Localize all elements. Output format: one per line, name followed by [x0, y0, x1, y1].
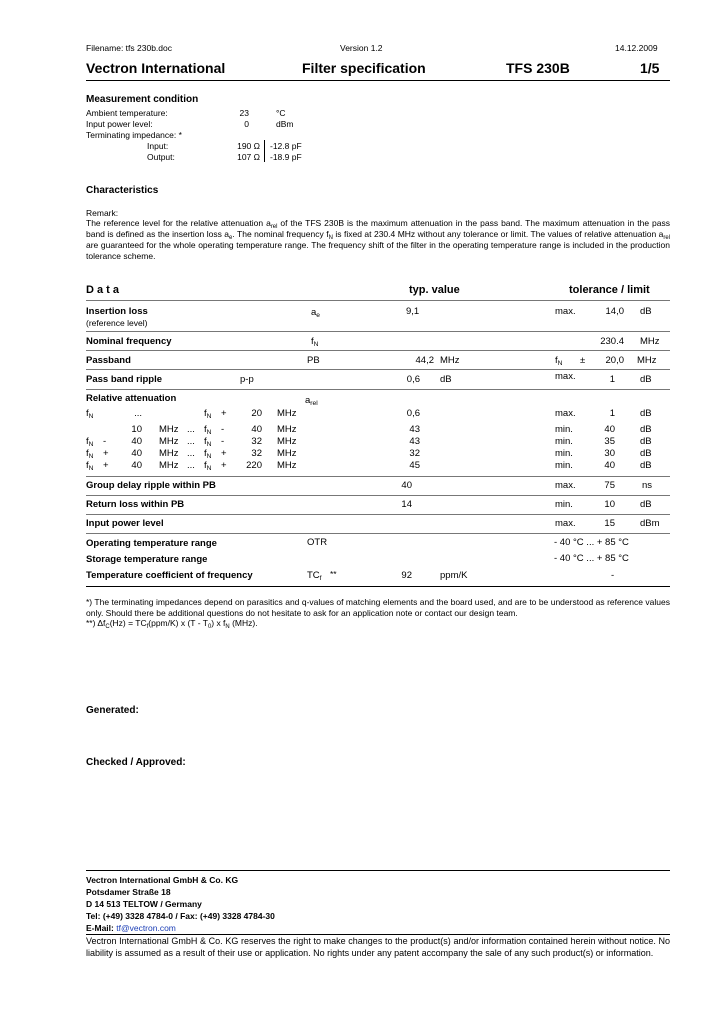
ambient-value: 23: [239, 108, 249, 118]
return-loss-unit: dB: [640, 499, 652, 510]
return-loss-typ: 14: [401, 499, 412, 510]
insertion-loss-limit-type: max.: [555, 306, 576, 317]
tcf-label: Temperature coefficient of frequency: [86, 570, 253, 581]
footnote-tcf: **) $\Delta f_C(Hz) = TC_f(ppm/K)$ x $(T - T_0)$ x $f_N$ (MHz).: [86, 618, 258, 630]
part-number: TFS 230B: [506, 60, 570, 76]
impedance-label: Terminating impedance: *: [86, 130, 182, 140]
insertion-loss-limit: 14,0: [605, 306, 624, 317]
measurement-title: Measurement condition: [86, 94, 199, 105]
rel-row-1-i: MHz: [277, 408, 297, 419]
output-label: Output:: [147, 152, 175, 162]
passband-fn: $f_N$: [555, 355, 563, 367]
ambient-label: Ambient temperature:: [86, 108, 168, 118]
ripple-typ: 0,6: [406, 374, 420, 385]
insertion-loss-unit: dB: [640, 306, 652, 317]
rel-row-1-a: $f_N$: [86, 408, 94, 420]
checked-approved-label: Checked / Approved:: [86, 757, 186, 768]
power-label: Input power level:: [86, 119, 153, 129]
rel-row-4-typ: 32: [409, 448, 420, 459]
footer-street: Potsdamer Straße 18: [86, 887, 171, 897]
filename: Filename: tfs 230b.doc: [86, 43, 172, 53]
rel-row-1-val: 1: [609, 408, 615, 419]
footnote-impedance: *) The terminating impedances depend on parasitics and q-values of matching elements and the board used, and are to be understood as reference values only. Should there be additional questions do not hesitate to ask for an application note or contact our design team.: [86, 597, 670, 618]
storage-label: Storage temperature range: [86, 554, 208, 565]
rule: [86, 533, 670, 534]
rel-row-4-f: $f_N$: [204, 448, 212, 460]
otr-value: - 40 °C ... + 85 °C: [554, 537, 629, 548]
rel-row-2-val: 40: [604, 424, 615, 435]
rel-row-2-unit: dB: [640, 424, 652, 435]
input-power-limit-type: max.: [555, 518, 576, 529]
rel-row-5-typ: 45: [409, 460, 420, 471]
rel-row-5-f: $f_N$: [204, 460, 212, 472]
rel-row-5-lim: min.: [555, 460, 573, 471]
rel-row-5-g: +: [221, 460, 227, 471]
group-delay-limit: 75: [604, 480, 615, 491]
nominal-frequency-value: 230.4: [600, 336, 624, 347]
rel-row-5-c: 40: [131, 460, 142, 471]
rule: [86, 369, 670, 370]
rel-row-3-unit: dB: [640, 436, 652, 447]
input-power-label: Input power level: [86, 518, 164, 529]
nominal-frequency-symbol: $f_N$: [311, 336, 319, 348]
input-power-limit: 15: [604, 518, 615, 529]
rule: [86, 350, 670, 351]
tcf-symbol: $TC_f$: [307, 570, 322, 582]
power-unit: dBm: [276, 119, 294, 129]
passband-plusminus: ±: [580, 355, 586, 366]
rel-row-2-e: ...: [187, 424, 195, 435]
ripple-limit-type: max.: [555, 371, 576, 382]
return-loss-limit-type: min.: [555, 499, 573, 510]
ripple-limit: 1: [609, 374, 615, 385]
output-resistance: 107 Ω: [237, 152, 260, 162]
tcf-typ: 92: [401, 570, 412, 581]
input-divider: [264, 140, 265, 151]
passband-tolerance-unit: MHz: [637, 355, 657, 366]
rel-row-3-f: $f_N$: [204, 436, 212, 448]
rel-row-5-e: ...: [187, 460, 195, 471]
rule: [86, 495, 670, 496]
insertion-loss-symbol: $a_e$: [311, 307, 320, 319]
rel-row-2-d: MHz: [159, 424, 179, 435]
rel-row-2-h: 40: [251, 424, 262, 435]
return-loss-limit: 10: [604, 499, 615, 510]
rel-row-3-d: MHz: [159, 436, 179, 447]
rel-row-2-f: $f_N$: [204, 424, 212, 436]
output-divider: [264, 151, 265, 162]
rel-row-5-unit: dB: [640, 460, 652, 471]
power-value: 0: [244, 119, 249, 129]
ripple-symbol: p-p: [240, 374, 254, 385]
rule: [86, 514, 670, 515]
email-link[interactable]: tf@vectron.com: [116, 923, 176, 933]
remark-text: The reference level for the relative attenuation $a_{rel}$ of the TFS 230B is the maximum attenuation in the pass band. The maximum attenuation in the pass band is defined as the insertion loss $a_e$. The nominal frequency $f_N$ is fixed at 230.4 MHz without any tolerance or limit. The values of relative attenuation $a_{rel}$ are guaranteed for the whole operating temperature range. The frequency shift of the filter in the operating temperature range is included in the production tolerance scheme.: [86, 218, 670, 261]
rule: [86, 389, 670, 390]
footer-rule-2: [86, 934, 670, 935]
output-capacitance: -18.9 pF: [270, 152, 302, 162]
rule: [86, 331, 670, 332]
rel-row-5-a: $f_N$: [86, 460, 94, 472]
date: 14.12.2009: [615, 43, 658, 53]
input-power-unit: dBm: [640, 518, 660, 529]
rel-row-3-g: -: [221, 436, 225, 447]
rule: [86, 300, 670, 301]
rel-row-4-lim: min.: [555, 448, 573, 459]
input-label: Input:: [147, 141, 169, 151]
input-capacitance: -12.8 pF: [270, 141, 302, 151]
relative-attenuation-symbol: $a_{rel}$: [305, 395, 318, 407]
tcf-limit: -: [611, 570, 615, 581]
generated-label: Generated:: [86, 705, 139, 716]
rel-row-1-g: +: [221, 408, 227, 419]
rel-row-2-i: MHz: [277, 424, 297, 435]
rel-row-3-i: MHz: [277, 436, 297, 447]
rel-row-3-val: 35: [604, 436, 615, 447]
passband-label: Passband: [86, 355, 131, 366]
rel-row-3-h: 32: [251, 436, 262, 447]
remark-label: Remark:: [86, 208, 119, 218]
page-number: 1/5: [640, 60, 660, 76]
ambient-unit: °C: [276, 108, 286, 118]
doc-title: Filter specification: [302, 60, 426, 76]
header-rule: [86, 80, 670, 81]
rel-row-4-i: MHz: [277, 448, 297, 459]
rel-row-1-lim: max.: [555, 408, 576, 419]
rel-row-1-h: 20: [251, 408, 262, 419]
group-delay-label: Group delay ripple within PB: [86, 480, 216, 491]
rel-row-4-c: 40: [131, 448, 142, 459]
relative-attenuation-label: Relative attenuation: [86, 393, 177, 404]
rel-row-3-typ: 43: [409, 436, 420, 447]
rule: [86, 586, 670, 587]
group-delay-typ: 40: [401, 480, 412, 491]
rel-row-3-a: $f_N$: [86, 436, 94, 448]
rel-row-4-unit: dB: [640, 448, 652, 459]
insertion-loss-typ: 9,1: [406, 306, 420, 317]
ripple-limit-unit: dB: [640, 374, 652, 385]
rel-row-5-d: MHz: [159, 460, 179, 471]
footer-company: Vectron International GmbH & Co. KG: [86, 875, 239, 885]
ripple-label: Pass band ripple: [86, 374, 163, 385]
rel-row-5-val: 40: [604, 460, 615, 471]
rel-row-3-lim: min.: [555, 436, 573, 447]
rel-row-1-typ: 0,6: [406, 408, 420, 419]
company-name: Vectron International: [86, 60, 226, 76]
disclaimer: Vectron International GmbH & Co. KG reserves the right to make changes to the product(s) and/or information contained herein without notice. No liability is assumed as a result of their use or application. No rights under any patent accompany the sale of any such product(s) or information.: [86, 936, 670, 958]
input-resistance: 190 Ω: [237, 141, 260, 151]
typ-value-heading: typ. value: [409, 284, 460, 296]
footer-rule: [86, 870, 670, 871]
rel-row-2-typ: 43: [409, 424, 420, 435]
group-delay-limit-type: max.: [555, 480, 576, 491]
rel-row-2-c: 10: [131, 424, 142, 435]
rel-row-5-b: +: [103, 460, 109, 471]
rel-row-4-g: +: [221, 448, 227, 459]
rel-row-4-h: 32: [251, 448, 262, 459]
rel-row-5-h: 220: [246, 460, 262, 471]
return-loss-label: Return loss within PB: [86, 499, 185, 510]
tcf-unit: ppm/K: [440, 570, 468, 581]
tolerance-heading: tolerance / limit: [569, 284, 650, 296]
rel-row-1-c: ...: [134, 408, 142, 419]
data-heading: D a t a: [86, 284, 120, 296]
rel-row-3-e: ...: [187, 436, 195, 447]
rel-row-2-g: -: [221, 424, 225, 435]
rel-row-2-lim: min.: [555, 424, 573, 435]
rel-row-3-b: -: [103, 436, 107, 447]
version: Version 1.2: [340, 43, 383, 53]
passband-symbol: PB: [307, 355, 320, 366]
otr-symbol: OTR: [307, 537, 328, 548]
rel-row-1-unit: dB: [640, 408, 652, 419]
rel-row-4-e: ...: [187, 448, 195, 459]
passband-unit: MHz: [440, 355, 460, 366]
storage-value: - 40 °C ... + 85 °C: [554, 553, 629, 564]
ripple-unit: dB: [440, 374, 452, 385]
nominal-frequency-unit: MHz: [640, 336, 660, 347]
passband-tolerance: 20,0: [605, 355, 624, 366]
rel-row-4-val: 30: [604, 448, 615, 459]
rel-row-1-f: $f_N$: [204, 408, 212, 420]
reference-level-label: (reference level): [86, 318, 148, 328]
rel-row-4-b: +: [103, 448, 109, 459]
rel-row-4-a: $f_N$: [86, 448, 94, 460]
insertion-loss-label: Insertion loss: [86, 306, 148, 317]
rel-row-4-d: MHz: [159, 448, 179, 459]
nominal-frequency-label: Nominal frequency: [86, 336, 172, 347]
footer-city: D 14 513 TELTOW / Germany: [86, 899, 202, 909]
footer-phone: Tel: (+49) 3328 4784-0 / Fax: (+49) 3328 4784-30: [86, 911, 275, 921]
rel-row-3-c: 40: [131, 436, 142, 447]
rel-row-5-i: MHz: [277, 460, 297, 471]
tcf-footnote-mark: **: [330, 569, 337, 579]
group-delay-unit: ns: [642, 480, 653, 491]
passband-typ: 44,2: [415, 355, 434, 366]
characteristics-title: Characteristics: [86, 185, 159, 196]
rule: [86, 476, 670, 477]
otr-label: Operating temperature range: [86, 538, 217, 549]
footer-email-line: E-Mail: tf@vectron.com: [86, 923, 176, 933]
